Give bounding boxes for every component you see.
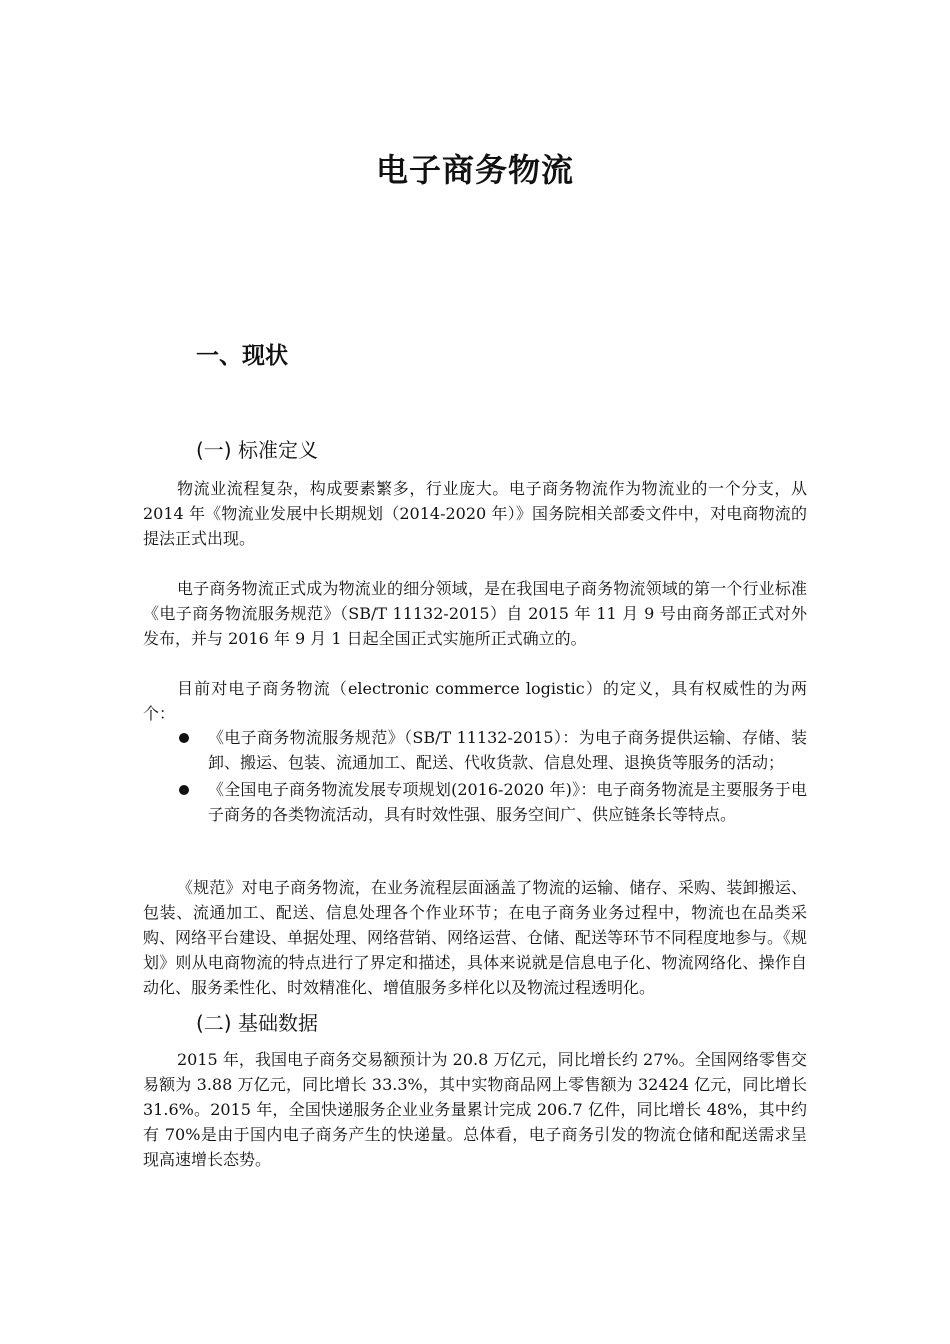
list-item-text: 《电子商务物流服务规范》（SB/T 11132-2015）：为电子商务提供运输、存储、装卸、搬运、包装、流通加工、配送、代收货款、信息处理、退换货等服务的活动； bbox=[208, 728, 807, 772]
list-item bbox=[143, 725, 807, 775]
paragraph: 电子商务物流正式成为物流业的细分领域，是在我国电子商务物流领域的第一个行业标准《电子商务物流服务规范》（SB/T 11132-2015）自 2015 年 11 月 9 号由商务部正式对外发布，并与 2016 年 9 月 1 日起全国正式实施所正式确立的。 bbox=[143, 579, 807, 648]
paragraph: 《规范》对电子商务物流，在业务流程层面涵盖了物流的运输、储存、采购、装卸搬运、包装、流通加工、配送、信息处理各个作业环节；在电子商务业务过程中，物流也在品类采购、网络平台建设、单据处理、网络营销、网络运营、仓储、配送等环节不同程度地参与。《规划》则从电商物流的特点进行了界定和描述，具体来说就是信息电子化、物流网络化、操作自动化、服务柔性化、时效精准化、增值服务多样化以及物流过程透明化。 bbox=[143, 878, 808, 997]
section-heading-status: 一、现状 bbox=[196, 343, 288, 369]
bullet-icon bbox=[179, 785, 189, 795]
paragraph: 目前对电子商务物流（electronic commerce logistic）的定义，具有权威性的为两个： bbox=[143, 679, 807, 723]
paragraph: 2015 年，我国电子商务交易额预计为 20.8 万亿元，同比增长约 27%。全国网络零售交易额为 3.88 万亿元，同比增长 33.3%，其中实物商品网上零售额为 32424 亿元，同比增长 31.6%。2015 年，全国快递服务企业业务量累计完成 206.7 亿件，同比增长 48%，其中约有 70%是由于国内电子商务产生的快递量。总体看，电子商务引发的物流仓储和配送需求呈现高速增长态势。 bbox=[143, 1050, 807, 1169]
definition-list bbox=[143, 725, 807, 829]
list-item-text: 《全国电子商务物流发展专项规划(2016-2020 年)》：电子商务物流是主要服务于电子商务的各类物流活动，具有时效性强、服务空间广、供应链条长等特点。 bbox=[208, 780, 807, 824]
subsection-heading-basic-data: (二) 基础数据 bbox=[196, 1011, 318, 1035]
list-item bbox=[143, 777, 807, 827]
subsection-heading-standard-definition: (一) 标准定义 bbox=[196, 438, 318, 462]
paragraph: 物流业流程复杂，构成要素繁多，行业庞大。电子商务物流作为物流业的一个分支，从 2014 年《物流业发展中长期规划（2014-2020 年）》国务院相关部委文件中，对电商物流的提法正式出现。 bbox=[143, 479, 807, 548]
bullet-icon bbox=[179, 733, 189, 743]
document-title: 电子商务物流 bbox=[375, 151, 574, 189]
